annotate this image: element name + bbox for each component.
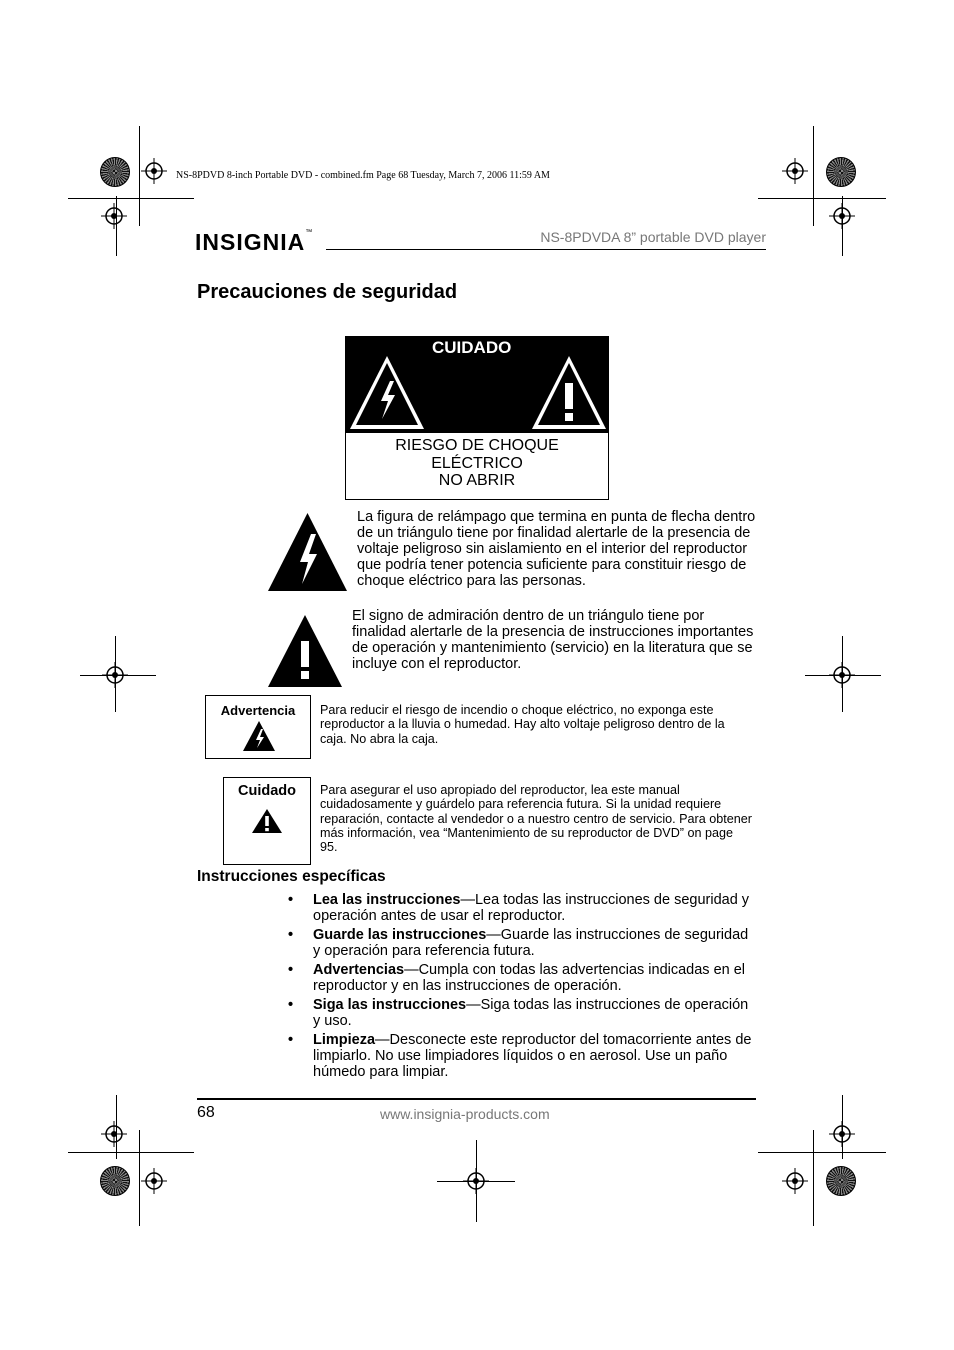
list-item-text: —Guarde las instrucciones de seguridad y operación para referencia futura. [313,927,749,959]
page-number: 68 [197,1104,215,1121]
list-item-term: Siga las instrucciones [313,997,467,1013]
registration-mark-icon [101,203,127,229]
list-item-text: —Lea todas las instrucciones de seguridad y operación antes de usar el reproductor. [313,892,750,924]
electric-shock-triangle-icon [348,353,426,431]
caution-note-box [223,777,311,865]
registration-mark-icon [102,662,128,688]
page-title: Precauciones de seguridad [197,281,458,303]
caution-line-3: NO ABRIR [438,472,516,489]
registration-mark-icon [782,158,808,184]
list-item-term: Lea las instrucciones [313,892,461,908]
list-item-text: —Desconecte este reproductor del tomacorriente antes de limpiarlo. No use limpiadores líquidos o en aerosol. Use un paño húmedo para limpiar. [313,1032,752,1080]
caution-banner-label: CUIDADO [432,338,512,357]
list-item-term: Guarde las instrucciones [313,927,487,943]
caution-warning-box [345,336,609,500]
lightning-explanation: La figura de relámpago que termina en punta de flecha dentro de un triángulo tiene por finalidad alertarle de la presencia de voltaje peligroso sin aislamiento en el interior del reproductor que podría tener potencia suficiente para constituir riesgo de choque eléctrico para las personas. [357,509,756,589]
registration-mark-icon [141,1168,167,1194]
caution-box-text [346,437,608,490]
warning-note-box [205,695,311,759]
trademark-symbol: ™ [305,229,314,236]
registration-mark-icon [829,1121,855,1147]
registration-mark-icon [782,1168,808,1194]
logo-text: INSIGNIA [195,229,306,255]
list-item-term: Limpieza [313,1032,376,1048]
exclamation-triangle-icon [267,614,343,688]
warning-lightning-icon [242,720,276,752]
caution-line-1: RIESGO DE CHOQUE [395,437,559,454]
exclamation-explanation: El signo de admiración dentro de un triángulo tiene por finalidad alertarle de la presencia de instrucciones importantes de operación y mantenimiento (servicio) en la literatura que se incluye con el reproductor. [352,608,754,672]
registration-mark-icon [829,662,855,688]
print-dial-mark-icon [826,1166,856,1196]
footer-url: www.insignia-products.com [380,1106,550,1122]
footer-rule [197,1098,756,1100]
exclamation-triangle-icon [530,353,608,431]
list-item [288,892,758,924]
warning-note-text: Para reducir el riesgo de incendio o choque eléctrico, no exponga este reproductor a la lluvia o humedad. Hay alto voltaje peligroso dentro de la caja. No abra la caja. [320,703,725,746]
print-dial-mark-icon [100,157,130,187]
registration-mark-icon [829,203,855,229]
print-dial-mark-icon [100,1166,130,1196]
warning-note-label: Advertencia [220,703,296,718]
print-dial-mark-icon [826,157,856,187]
lightning-triangle-icon [267,512,348,592]
print-info-line: NS-8PDVD 8-inch Portable DVD - combined.fm Page 68 Tuesday, March 7, 2006 11:59 AM [176,170,550,181]
section-heading: Instrucciones específicas [197,868,386,885]
list-item [288,1032,758,1080]
list-item-text: —Cumpla con todas las advertencias indicadas en el reproductor y en las instrucciones de operación. [313,962,746,994]
registration-mark-icon [141,158,167,184]
registration-mark-icon [463,1168,489,1194]
list-item [288,927,758,959]
instruction-list [288,892,758,1083]
header-rule [326,249,766,250]
list-item-term: Advertencias [313,962,405,978]
list-item [288,997,758,1029]
caution-exclamation-icon [251,808,283,834]
brand-logo [195,229,313,256]
list-item [288,962,758,994]
registration-mark-icon [101,1121,127,1147]
caution-note-label: Cuidado [238,783,296,799]
caution-note-text: Para asegurar el uso apropiado del reproductor, lea este manual cuidadosamente y guárdelo para referencia futura. Si la unidad requiere reparación, contacte al vendedor o a nuestro centro de servicio. Para obtener más información, vea “Mantenimiento de su reproductor de DVD” on page 95. [320,783,752,855]
list-item-text: —Siga todas las instrucciones de operación y uso. [313,997,749,1029]
caution-line-2: ELÉCTRICO [431,454,523,472]
header-model-name: NS-8PDVDA 8” portable DVD player [540,229,766,245]
